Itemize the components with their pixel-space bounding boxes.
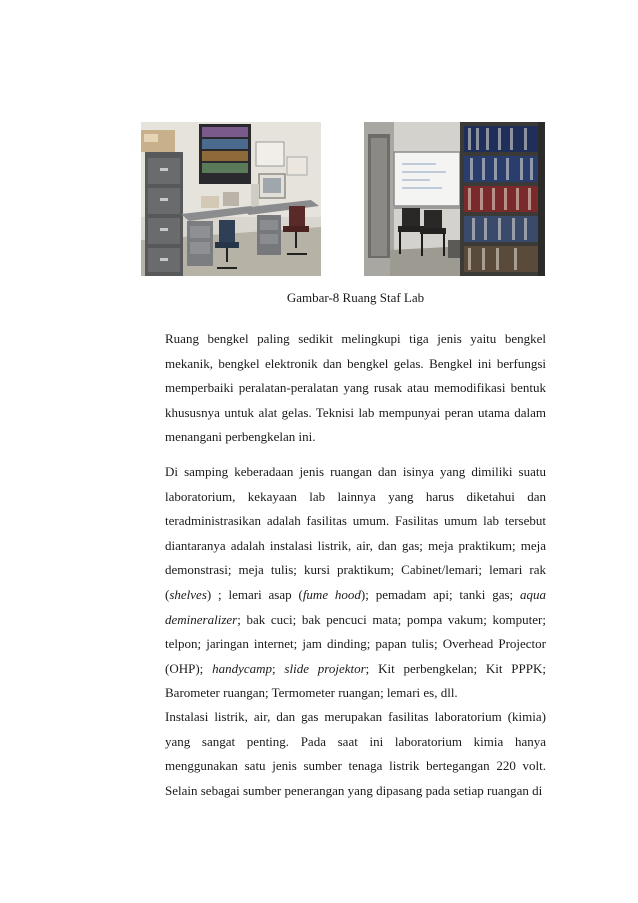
text-segment: Di samping keberadaan jenis ruangan dan isinya yang dimiliki suatu laboratorium, kekayaan lab lainnya yang harus diketahui dan teradministrasikan adalah fasilitas umum. Fasilitas umum lab tersebut diantaranya adalah instalasi listrik, air, dan gas; meja praktikum; meja demonstrasi; meja tulis; kursi praktikum; Cabinet/lemari; lemari rak (	[165, 464, 546, 602]
text-segment: ;	[272, 660, 285, 676]
italic-term-shelves: shelves	[169, 586, 207, 602]
figure-caption: Gambar-8 Ruang Staf Lab	[286, 290, 425, 305]
paragraph-installations: Instalasi listrik, air, dan gas merupakan fasilitas laboratorium (kimia) yang sangat penting. Pada saat ini laboratorium kimia hanya menggunakan satu jenis sumber tenaga listrik bertegangan 220 volt. Selain sebagai sumber penerangan yang dipasang pada setiap ruangan di	[165, 709, 546, 798]
staff-room-photo-left	[141, 122, 321, 276]
text-segment: ); pemadam api; tanki gas;	[360, 586, 520, 602]
italic-term-handycamp: handycamp	[212, 660, 273, 676]
text-segment: ) ; lemari asap (	[206, 586, 303, 602]
italic-term-slide-projektor: slide projektor	[284, 660, 366, 676]
italic-term-fume-hood: fume hood	[302, 586, 361, 602]
text-segment: ; Kit perbengkelan; Kit PPPK; Barometer ruangan; Termometer ruangan; lemari es, dll.	[165, 660, 546, 701]
staff-room-photo-right	[364, 122, 545, 276]
paragraph-general-facilities	[165, 460, 546, 706]
text-segment: ; bak cuci; bak pencuci mata; pompa vakum; komputer; telpon; jaringan internet; jam dinding; papan tulis; Overhead Projector (OHP);	[165, 611, 546, 676]
paragraph-workshop-rooms: Ruang bengkel paling sedikit melingkupi tiga jenis yaitu bengkel mekanik, bengkel elektronik dan bengkel gelas. Bengkel ini berfungsi memperbaiki peralatan-peralatan yang rusak atau memodifikasi bentuk khususnya untuk alat gelas. Teknisi lab mempunyai peran utama dalam menangani perbengkelan ini.	[165, 331, 546, 445]
italic-term-aqua-demineralizer: aqua demineralizer	[165, 586, 546, 627]
